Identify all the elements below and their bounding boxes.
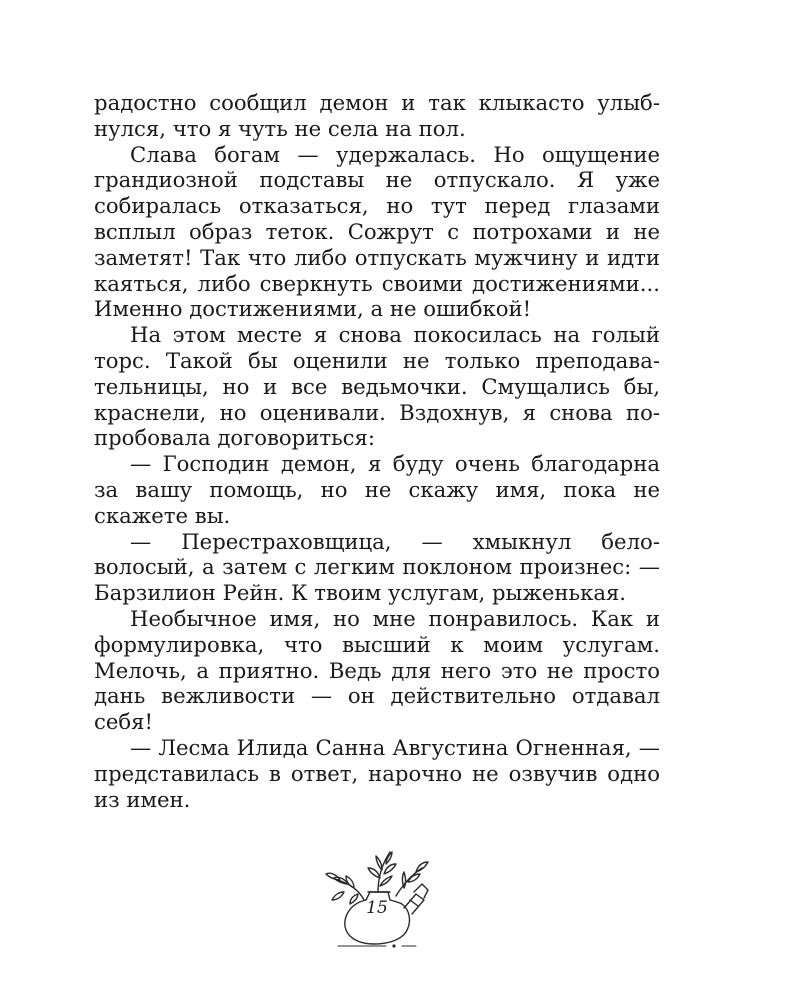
paragraph: На этом месте я снова покосилась на голый торс. Такой бы оценили не только преподавательницы, но и все ведьмочки. Смущались бы, краснели, но оценивали. Вздохнув, я снова попробовала договориться: bbox=[94, 322, 660, 451]
paragraph: радостно сообщил демон и так клыкасто улыбнулся, что я чуть не села на пол. bbox=[94, 90, 660, 141]
page-text bbox=[94, 90, 660, 812]
paragraph: — Лесма Илида Санна Августина Огненная, — представилась в ответ, нарочно не озвучив одно из имен. bbox=[94, 734, 660, 812]
paragraph: Необычное имя, но мне понравилось. Как и формулировка, что высший к моим услугам. Мелочь, а приятно. Ведь для него это не просто дань вежливости — он действительно отдавал себя! bbox=[94, 605, 660, 735]
page-number: 15 bbox=[366, 898, 388, 918]
paragraph: Слава богам — удержалась. Но ощущение грандиозной подставы не отпускало. Я уже собиралась отказаться, но тут перед глазами всплыл образ теток. Сожрут с потрохами и не заметят! Так что либо отпускать мужчину и идти каяться, либо сверкнуть своими достижениями... Именно достижениями, а не ошибкой! bbox=[94, 141, 660, 322]
paragraph: — Господин демон, я буду очень благодарна за вашу помощь, но не скажу имя, пока не скажете вы. bbox=[94, 451, 660, 528]
paragraph: — Перестраховщица, — хмыкнул беловолосый, а затем с легким поклоном произнес: — Барзилион Рейн. К твоим услугам, рыженькая. bbox=[94, 528, 660, 606]
